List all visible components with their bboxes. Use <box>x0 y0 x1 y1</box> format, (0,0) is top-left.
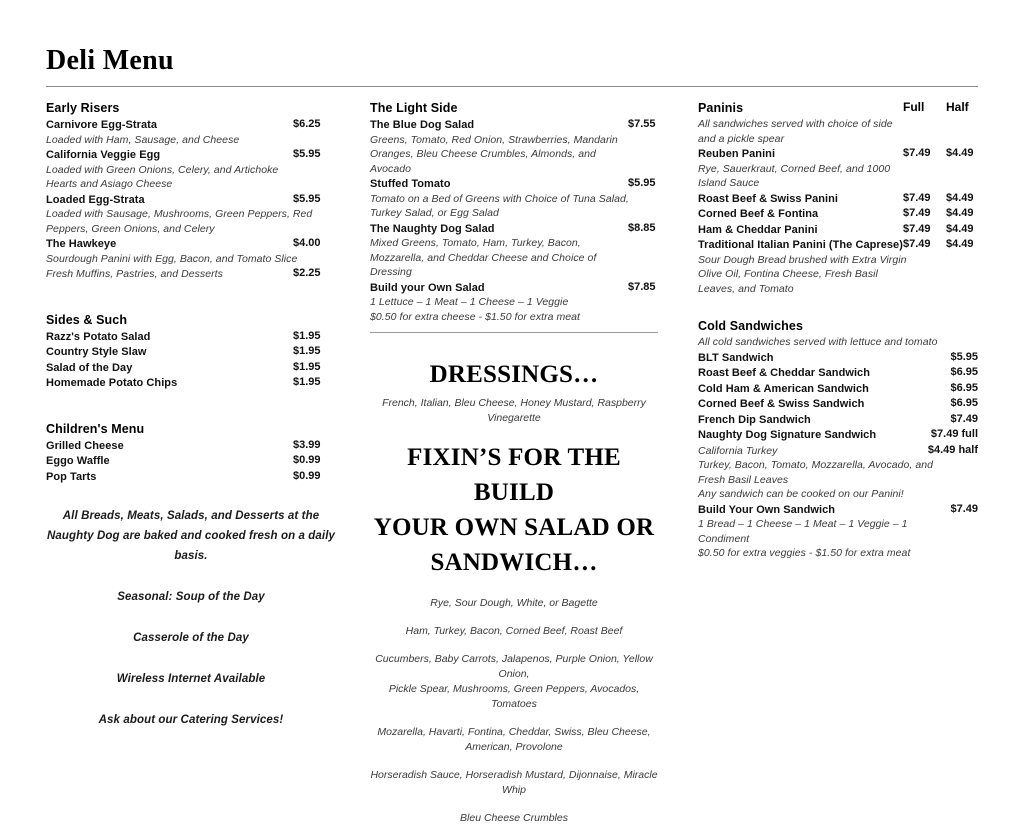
section-fixins <box>370 440 658 826</box>
item-description: Sourdough Panini with Egg, Bacon, and Tomato Slice <box>46 252 298 265</box>
item-price: $7.49 <box>950 502 978 515</box>
menu-item <box>698 502 978 518</box>
item-name: Pop Tarts <box>46 470 97 483</box>
item-description: Peppers, Green Onions, and Celery <box>46 222 215 235</box>
item-name: California Turkey <box>698 444 778 457</box>
item-name: The Blue Dog Salad <box>370 119 475 131</box>
fixins-heading-line: FIXIN’S FOR THE BUILD <box>407 444 621 506</box>
menu-item <box>698 381 978 397</box>
fixins-heading-line: YOUR OWN SALAD OR <box>373 514 655 541</box>
item-price-full: $7.49 <box>903 238 931 250</box>
item-description: Sour Dough Bread brushed with Extra Virgin <box>698 253 907 266</box>
item-price: $7.49 full <box>930 428 978 440</box>
section-heading: Cold Sandwiches <box>698 319 803 333</box>
fixins-veggies-line: Pickle Spear, Mushrooms, Green Peppers, Avocados, Tomatoes <box>388 683 640 710</box>
column-header-full: Full <box>903 100 925 114</box>
item-price: $1.95 <box>293 360 321 373</box>
item-name: The Naughty Dog Salad <box>370 222 495 235</box>
item-description: $0.50 for extra cheese - $1.50 for extra meat <box>370 310 581 323</box>
item-name: Corned Beef & Fontina <box>698 208 819 220</box>
item-price: $7.85 <box>628 280 656 293</box>
item-name: Build Your Own Sandwich <box>698 503 836 516</box>
dressings-line: Vinegarette <box>487 412 541 424</box>
item-price: $5.95 <box>293 192 321 205</box>
fixins-extras: Bleu Cheese Crumbles <box>460 812 568 824</box>
fixins-condiments <box>370 768 658 798</box>
page-title: Deli Menu <box>46 45 174 76</box>
fixins-meats: Ham, Turkey, Bacon, Corned Beef, Roast Beef <box>405 625 623 637</box>
item-price: $5.95 <box>950 350 978 363</box>
menu-item <box>46 453 336 469</box>
item-description: Olive Oil, Fontina Cheese, Fresh Basil <box>698 268 878 280</box>
menu-item <box>46 469 336 485</box>
item-name: California Veggie Egg <box>46 149 161 161</box>
item-price-full: $7.49 <box>903 147 931 159</box>
item-price: $7.49 <box>950 412 978 425</box>
panini-upgrade-note: Any sandwich can be cooked on our Panini! <box>698 488 904 500</box>
paninis-header-row <box>698 100 978 117</box>
fixins-veggies <box>370 652 658 712</box>
menu-item <box>46 344 336 360</box>
section-heading: Paninis <box>698 101 744 115</box>
item-name: Grilled Cheese <box>46 439 124 452</box>
item-description: Leaves, and Tomato <box>698 282 794 295</box>
item-description: Condiment <box>698 532 750 545</box>
item-name: Build your Own Salad <box>370 281 485 294</box>
item-description: Island Sauce <box>698 177 760 189</box>
item-price-half: $4.49 <box>946 147 974 159</box>
item-price: $4.49 half <box>927 443 978 456</box>
section-heading: The Light Side <box>370 101 458 115</box>
menu-item <box>46 438 336 454</box>
section-heading: Children's Menu <box>46 421 145 436</box>
dressings-line: French, Italian, Bleu Cheese, Honey Mustard, Raspberry <box>382 397 646 409</box>
section-sides <box>46 312 336 391</box>
fixins-cheeses <box>370 725 658 755</box>
item-description: Fresh Basil Leaves <box>698 473 789 486</box>
item-price-half: $4.49 <box>946 238 974 250</box>
item-price: $6.95 <box>950 397 978 409</box>
item-description: Loaded with Green Onions, Celery, and Artichoke <box>46 163 279 176</box>
menu-item <box>370 221 658 237</box>
item-description: Fresh Muffins, Pastries, and Desserts <box>46 268 223 280</box>
section-early-risers <box>46 100 336 282</box>
item-description: Mozzarella, and Cheddar Cheese and Choice of <box>370 251 597 264</box>
menu-item <box>46 329 336 345</box>
menu-item <box>370 117 658 133</box>
item-name: Country Style Slaw <box>46 346 147 358</box>
menu-item <box>698 350 978 366</box>
spacer <box>46 484 336 506</box>
item-name: Ham & Cheddar Panini <box>698 223 818 236</box>
section-dressings <box>370 357 658 426</box>
item-description: Rye, Sauerkraut, Corned Beef, and 1000 <box>698 162 891 175</box>
item-description: Hearts and Asiago Cheese <box>46 178 173 190</box>
fixins-condiments-line: Horseradish Sauce, Horseradish Mustard, Dijonnaise, Miracle <box>370 769 658 781</box>
section-heading: Early Risers <box>46 101 120 115</box>
menu-item <box>46 360 336 376</box>
item-name: Roast Beef & Swiss Panini <box>698 192 839 205</box>
item-description: Tomato on a Bed of Greens with Choice of Tuna Salad, <box>370 192 629 205</box>
item-description: Greens, Tomato, Red Onion, Strawberries, Mandarin <box>370 133 618 146</box>
item-price: $5.95 <box>293 148 321 160</box>
note-casserole: Casserole of the Day <box>133 632 249 644</box>
item-price-full: $7.49 <box>903 222 931 235</box>
fixins-veggies-line: Cucumbers, Baby Carrots, Jalapenos, Purple Onion, Yellow Onion, <box>375 653 653 680</box>
item-name: Salad of the Day <box>46 361 133 374</box>
item-price: $5.95 <box>628 177 656 189</box>
menu-item <box>46 117 336 133</box>
menu-item <box>698 237 978 253</box>
menu-item <box>698 206 978 222</box>
item-description: Loaded with Sausage, Mushrooms, Green Peppers, Red <box>46 208 313 220</box>
cold-sandwiches-note: All cold sandwiches served with lettuce and tomato <box>698 336 938 348</box>
menu-item <box>370 280 658 296</box>
item-name: Eggo Waffle <box>46 455 110 467</box>
section-paninis <box>698 100 978 296</box>
item-price: $2.25 <box>293 267 321 279</box>
item-name: Roast Beef & Cheddar Sandwich <box>698 367 870 379</box>
item-price: $1.95 <box>293 345 321 357</box>
item-price-full: $7.49 <box>903 207 931 219</box>
paninis-note: and a pickle spear <box>698 132 785 145</box>
item-description: Dressing <box>370 266 412 278</box>
item-description: Loaded with Ham, Sausage, and Cheese <box>46 133 240 146</box>
item-description: Turkey Salad, or Egg Salad <box>370 207 499 219</box>
note-seasonal-soup: Seasonal: Soup of the Day <box>117 591 265 603</box>
item-description: 1 Bread – 1 Cheese – 1 Meat – 1 Veggie – 1 <box>698 518 908 530</box>
fixins-breads: Rye, Sour Dough, White, or Bagette <box>430 597 598 609</box>
menu-item <box>46 266 336 282</box>
section-childrens-menu <box>46 421 336 485</box>
item-name: Loaded Egg-Strata <box>46 193 145 206</box>
menu-item <box>698 412 978 428</box>
item-description: Avocado <box>370 162 412 175</box>
menu-item <box>698 365 978 381</box>
menu-item <box>698 222 978 238</box>
middle-column <box>370 100 658 826</box>
spacer <box>698 296 978 318</box>
spacer <box>370 333 658 357</box>
item-price: $8.85 <box>628 221 656 234</box>
item-price-half: $4.49 <box>946 222 974 235</box>
item-price: $0.99 <box>293 454 321 466</box>
menu-item <box>46 147 336 163</box>
dressings-heading: DRESSINGS… <box>429 361 599 388</box>
note-wireless: Wireless Internet Available <box>116 673 266 685</box>
menu-item <box>698 146 978 162</box>
item-price-full: $7.49 <box>903 191 931 204</box>
item-price: $6.95 <box>950 381 978 394</box>
item-description: Mixed Greens, Tomato, Ham, Turkey, Bacon, <box>370 237 581 249</box>
fixins-cheeses-line: Mozarella, Havarti, Fontina, Cheddar, Swiss, Bleu Cheese, <box>377 726 651 738</box>
item-name: Corned Beef & Swiss Sandwich <box>698 398 865 410</box>
menu-item <box>698 396 978 412</box>
item-price-half: $4.49 <box>946 191 974 204</box>
spacer <box>46 391 336 421</box>
paninis-note: All sandwiches served with choice of side <box>698 118 893 130</box>
item-price-half: $4.49 <box>946 207 974 219</box>
item-price: $4.00 <box>293 237 321 249</box>
item-price: $6.95 <box>950 366 978 378</box>
item-price: $6.25 <box>293 118 321 130</box>
left-notes <box>46 506 336 730</box>
menu-item <box>698 191 978 207</box>
item-name: Razz's Potato Salad <box>46 330 151 343</box>
title-divider <box>46 86 978 87</box>
item-name: Reuben Panini <box>698 148 776 160</box>
note-catering: Ask about our Catering Services! <box>98 714 284 726</box>
item-description: 1 Lettuce – 1 Meat – 1 Cheese – 1 Veggie <box>370 296 569 308</box>
item-name: The Hawkeye <box>46 238 117 250</box>
note-freshness: All Breads, Meats, Salads, and Desserts at the Naughty Dog are baked and cooked fresh on a daily basis. <box>47 510 335 562</box>
item-description: Oranges, Bleu Cheese Crumbles, Almonds, and <box>370 148 596 160</box>
item-name: BLT Sandwich <box>698 351 774 364</box>
menu-item <box>698 443 978 459</box>
item-name: Naughty Dog Signature Sandwich <box>698 429 877 441</box>
item-price: $3.99 <box>293 438 321 451</box>
fixins-heading-line: SANDWICH… <box>430 549 598 576</box>
item-price: $1.95 <box>293 376 321 388</box>
right-column <box>698 100 978 561</box>
menu-item <box>46 236 336 252</box>
menu-item <box>698 427 978 443</box>
left-column <box>46 100 336 730</box>
item-name: Cold Ham & American Sandwich <box>698 382 869 395</box>
item-description: Turkey, Bacon, Tomato, Mozzarella, Avocado, and <box>698 459 934 471</box>
fixins-list <box>370 596 658 826</box>
item-name: Stuffed Tomato <box>370 178 451 190</box>
column-header-half: Half <box>946 100 969 114</box>
section-heading: Sides & Such <box>46 312 128 327</box>
item-name: Carnivore Egg-Strata <box>46 119 158 131</box>
section-light-side <box>370 100 658 324</box>
menu-item <box>46 192 336 208</box>
item-name: Homemade Potato Chips <box>46 377 178 389</box>
section-cold-sandwiches <box>698 318 978 561</box>
fixins-condiments-line: Whip <box>502 784 526 796</box>
fixins-cheeses-line: American, Provolone <box>465 741 563 753</box>
item-name: French Dip Sandwich <box>698 413 811 426</box>
spacer <box>370 426 658 440</box>
menu-item <box>370 176 658 192</box>
item-description: $0.50 for extra veggies - $1.50 for extra meat <box>698 547 911 559</box>
menu-item <box>46 375 336 391</box>
item-price: $1.95 <box>293 329 321 342</box>
item-price: $7.55 <box>628 118 656 130</box>
item-name: Traditional Italian Panini (The Caprese) <box>698 239 903 251</box>
item-price: $0.99 <box>293 469 321 482</box>
spacer <box>46 282 336 312</box>
